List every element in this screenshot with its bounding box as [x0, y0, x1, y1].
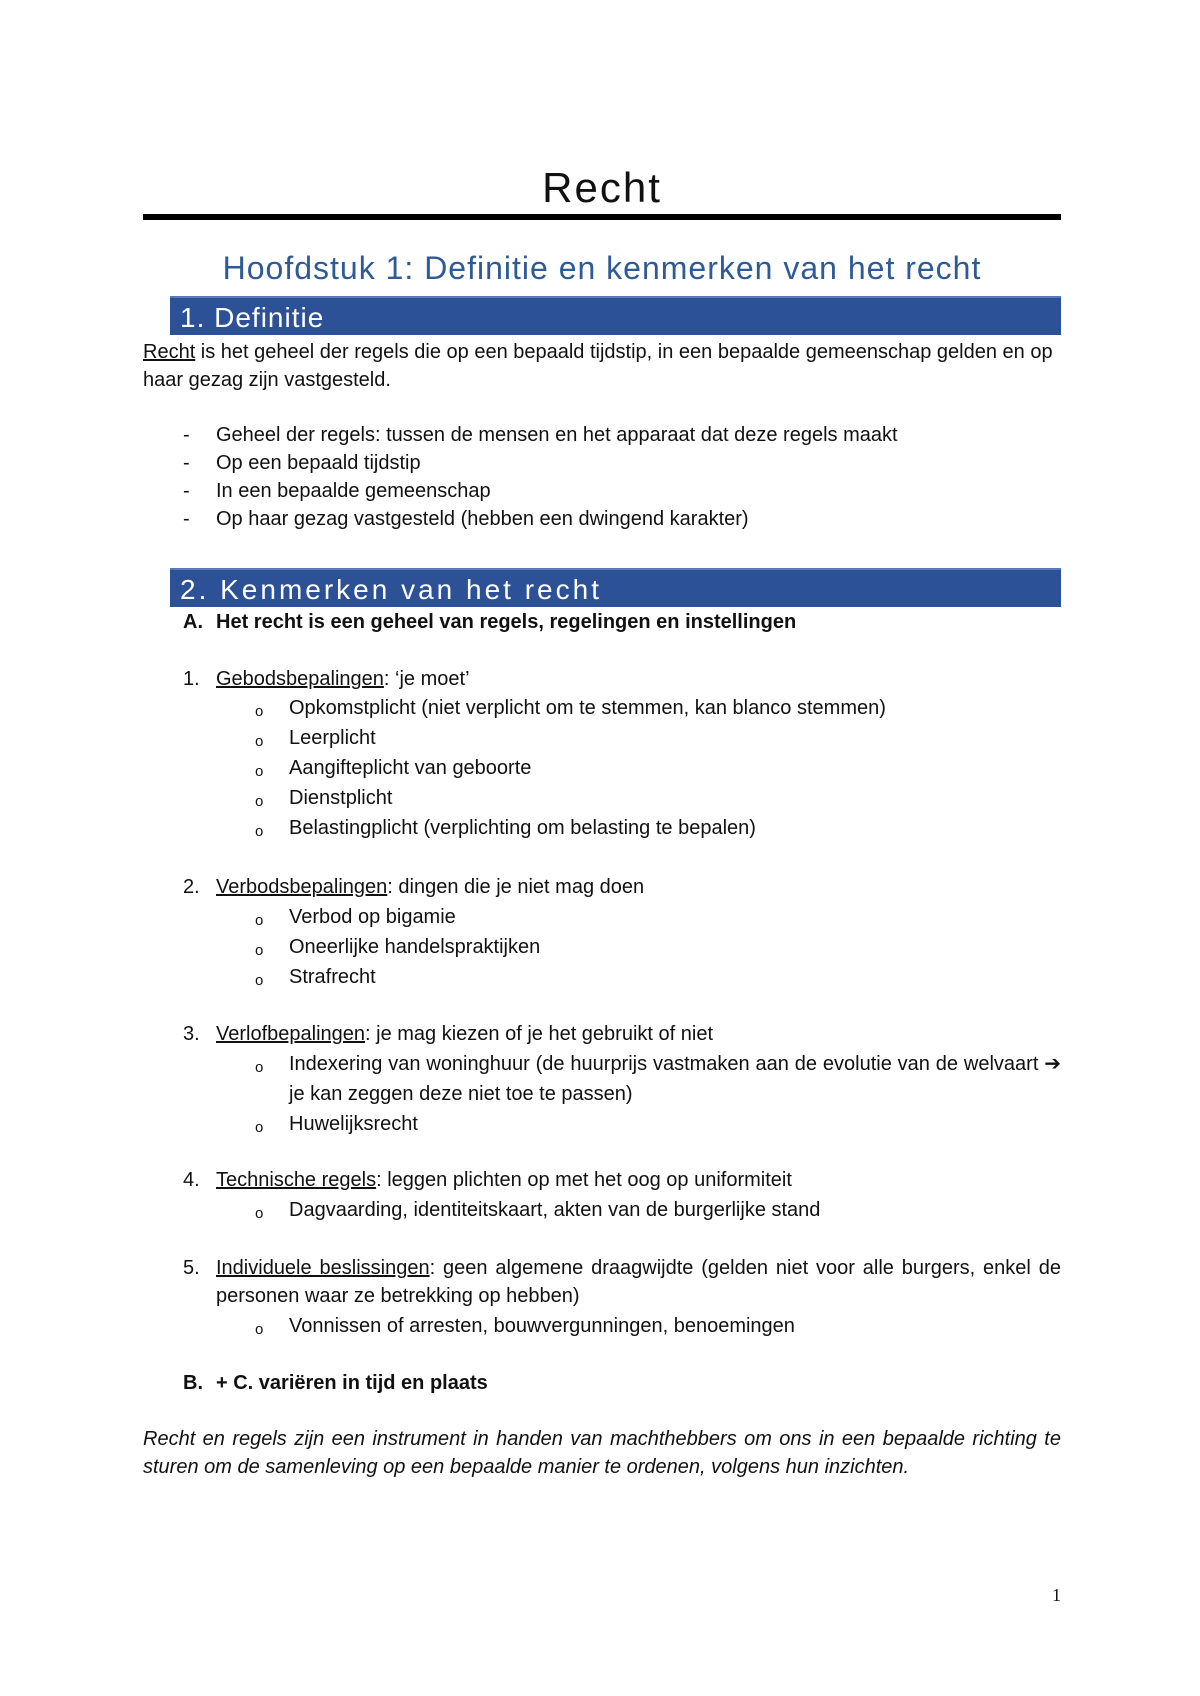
bullet-marker: o	[255, 942, 264, 959]
bullet-marker: o	[255, 1059, 264, 1076]
page-number: 1	[1052, 1585, 1061, 1605]
item-number: 2.	[183, 876, 200, 898]
document-page	[143, 0, 1061, 1696]
item-term: Individuele beslissingen	[216, 1257, 430, 1279]
definition-term: Recht	[143, 341, 196, 363]
item-1-bullets	[255, 693, 1061, 843]
list-item-text: Belastingplicht (verplichting om belasting te bepalen)	[289, 817, 756, 839]
list-item-text: Op een bepaald tijdstip	[216, 452, 421, 474]
subheading-a-label: A.	[183, 611, 203, 633]
list-item	[255, 902, 1061, 932]
item-term: Technische regels	[216, 1169, 377, 1191]
item-text: : ‘je moet’	[383, 668, 470, 690]
subheading-bc-label: B.	[183, 1372, 203, 1394]
subheading-a-text: Het recht is een geheel van regels, regelingen en instellingen	[216, 611, 797, 633]
numbered-item-3	[183, 1020, 1061, 1048]
item-term: Gebodsbepalingen	[216, 668, 384, 690]
item-5-bullets	[255, 1311, 1061, 1341]
list-item-text: Oneerlijke handelspraktijken	[289, 936, 541, 958]
dash-marker: -	[183, 508, 190, 530]
item-text: : je mag kiezen of je het gebruikt of niet	[365, 1023, 713, 1045]
subheading-bc	[183, 1369, 488, 1397]
section-heading-definitie: 1. Definitie	[170, 296, 1061, 335]
numbered-item-5	[183, 1254, 1061, 1310]
list-item	[255, 753, 1061, 783]
bullet-marker: o	[255, 763, 264, 780]
numbered-item-1	[183, 665, 1061, 693]
bullet-marker: o	[255, 912, 264, 929]
list-item-text: Verbod op bigamie	[289, 906, 456, 928]
bullet-marker: o	[255, 1205, 264, 1222]
bullet-marker: o	[255, 793, 264, 810]
list-item	[143, 505, 1061, 533]
item-text: : dingen die je niet mag doen	[387, 876, 645, 898]
dash-marker: -	[183, 480, 190, 502]
item-number: 5.	[183, 1257, 200, 1279]
item-text: : geen algemene draagwijdte (gelden niet voor alle burgers, enkel de personen waar ze betrekking op hebben)	[216, 1257, 1061, 1307]
list-item-text: Opkomstplicht (niet verplicht om te stemmen, kan blanco stemmen)	[289, 697, 886, 719]
item-number: 3.	[183, 1023, 200, 1045]
list-item	[255, 1109, 1061, 1139]
list-item-text: Dagvaarding, identiteitskaart, akten van de burgerlijke stand	[289, 1199, 821, 1221]
bullet-marker: o	[255, 972, 264, 989]
item-term: Verbodsbepalingen	[216, 876, 388, 898]
definition-paragraph	[143, 338, 1061, 394]
numbered-item-4	[183, 1166, 1061, 1194]
item-number: 1.	[183, 668, 200, 690]
section-heading-kenmerken: 2. Kenmerken van het recht	[170, 568, 1061, 607]
list-item-text: Op haar gezag vastgesteld (hebben een dwingend karakter)	[216, 508, 749, 530]
list-item-text: Aangifteplicht van geboorte	[289, 757, 532, 779]
list-item	[255, 1311, 1061, 1341]
item-text: : leggen plichten op met het oog op uniformiteit	[376, 1169, 792, 1191]
definition-list	[143, 421, 1061, 533]
list-item	[255, 723, 1061, 753]
title-rule	[143, 214, 1061, 220]
list-item-text: Huwelijksrecht	[289, 1113, 418, 1135]
list-item	[143, 449, 1061, 477]
subheading-bc-text: + C. variëren in tijd en plaats	[216, 1372, 488, 1394]
list-item-text: Dienstplicht	[289, 787, 393, 809]
chapter-heading: Hoofdstuk 1: Definitie en kenmerken van het recht	[222, 250, 982, 286]
list-item-text: Strafrecht	[289, 966, 376, 988]
item-number: 4.	[183, 1169, 200, 1191]
bullet-marker: o	[255, 1119, 264, 1136]
list-item	[255, 813, 1061, 843]
list-item	[255, 693, 1061, 723]
list-item	[255, 1049, 1061, 1109]
list-item	[255, 1195, 1061, 1225]
numbered-item-2	[183, 873, 1061, 901]
dash-marker: -	[183, 452, 190, 474]
closing-paragraph: Recht en regels zijn een instrument in handen van machthebbers om ons in een bepaalde richting te sturen om de samenleving op een bepaalde manier te ordenen, volgens hun inzichten.	[143, 1428, 1061, 1478]
list-item	[143, 421, 1061, 449]
bullet-marker: o	[255, 1321, 264, 1338]
list-item-text: Vonnissen of arresten, bouwvergunningen, benoemingen	[289, 1315, 795, 1337]
bullet-marker: o	[255, 733, 264, 750]
list-item	[255, 962, 1061, 992]
list-item-text: Geheel der regels: tussen de mensen en het apparaat dat deze regels maakt	[216, 424, 898, 446]
list-item	[255, 932, 1061, 962]
list-item	[255, 783, 1061, 813]
definition-text: is het geheel der regels die op een bepaald tijdstip, in een bepaalde gemeenschap gelden en op haar gezag zijn vastgesteld.	[143, 341, 1053, 391]
item-2-bullets	[255, 902, 1061, 992]
item-4-bullets	[255, 1195, 1061, 1225]
list-item-text: In een bepaalde gemeenschap	[216, 480, 491, 502]
item-term: Verlofbepalingen	[216, 1023, 366, 1045]
list-item	[143, 477, 1061, 505]
bullet-marker: o	[255, 823, 264, 840]
list-item-text: Indexering van woninghuur (de huurprijs vastmaken aan de evolutie van de welvaart ➔ je kan zeggen deze niet toe te passen)	[289, 1053, 1061, 1105]
dash-marker: -	[183, 424, 190, 446]
document-title: Recht	[542, 164, 662, 211]
list-item-text: Leerplicht	[289, 727, 376, 749]
bullet-marker: o	[255, 703, 264, 720]
item-3-bullets	[255, 1049, 1061, 1139]
subheading-a	[183, 608, 796, 636]
